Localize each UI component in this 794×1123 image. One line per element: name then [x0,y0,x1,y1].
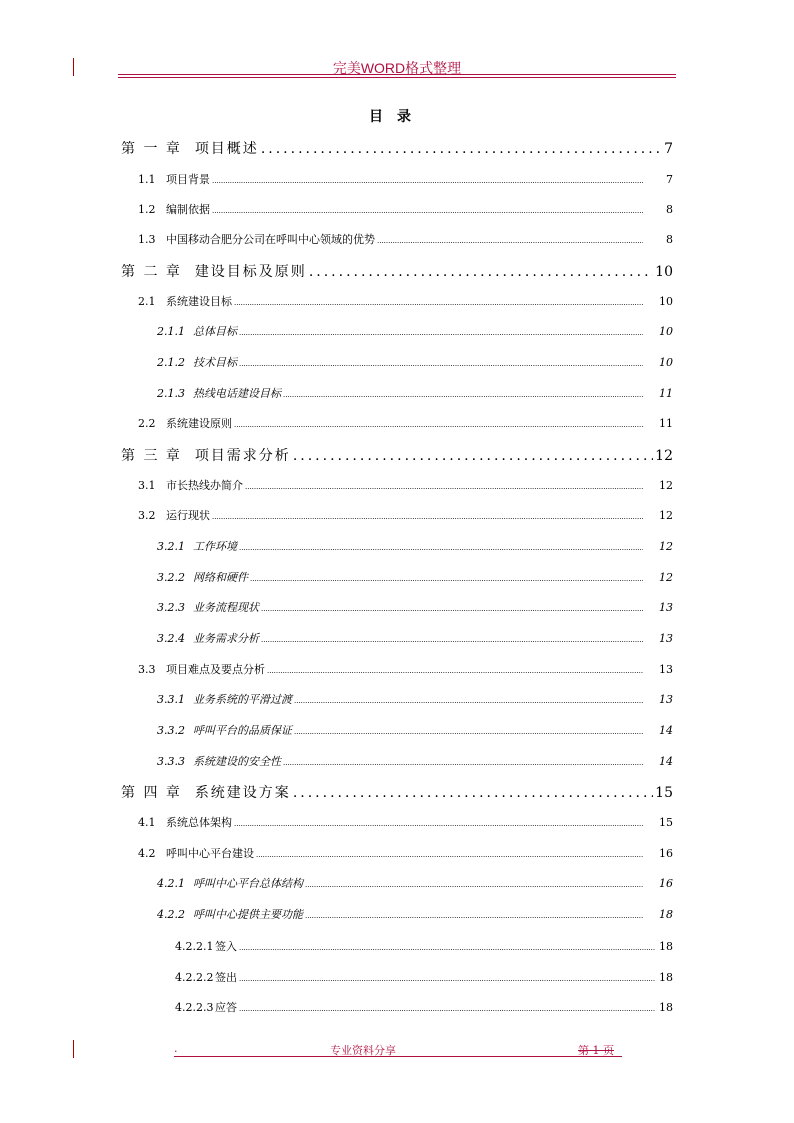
dot-leader [283,391,643,399]
toc-entry-text: 签入 [215,940,237,953]
toc-section-3-1[interactable] [138,477,673,493]
toc-entry-number: 2.1.2 [157,356,185,369]
toc-entry-text: 编制依据 [166,203,210,216]
toc-entry-page: 13 [659,693,673,706]
toc-entry-text: 应答 [215,1001,237,1014]
toc-subsection-3-2-3[interactable] [157,599,673,615]
page-header-title: 完美WORD格式整理 [332,60,462,76]
toc-entry-page: 16 [659,877,673,890]
toc-entry-text: 项目概述 [194,141,259,157]
toc-section-1-3[interactable] [138,231,673,247]
dot-leader [239,944,655,952]
dot-leader [212,513,643,521]
toc-entry-number: 3.2.3 [157,601,185,614]
toc-entry-page: 14 [659,724,673,737]
dot-leader [267,667,643,675]
toc-entry-page: 10 [659,356,673,369]
toc-subsection-3-3-2[interactable] [157,722,673,738]
toc-chapter-2[interactable] [121,261,673,281]
dot-leader [305,881,643,889]
toc-entry-text: 系统建设的安全性 [193,755,281,768]
toc-entry-page: 7 [666,173,673,186]
toc-section-1-2[interactable] [138,201,673,217]
dot-leader [283,759,643,767]
toc-subsection-4-2-2[interactable] [157,906,673,922]
dot-leader [239,975,655,983]
toc-entry-page: 8 [666,233,673,246]
toc-entry-text: 呼叫中心平台总体结构 [193,877,303,890]
bottom-corner-mark [73,1040,74,1058]
toc-entry-text: 总体目标 [193,325,237,338]
toc-subsection-2-1-3[interactable] [157,385,673,401]
toc-entry-text: 项目难点及要点分析 [166,663,265,676]
toc-entry-number: 3.3.3 [157,755,185,768]
top-corner-mark [73,58,74,76]
toc-entry-number: 3.1 [138,479,156,492]
toc-entry-page: 18 [659,908,673,921]
toc-entry-text: 建设目标及原则 [194,264,307,280]
toc-entry-page: 15 [655,785,673,801]
toc-entry-number: 第 四 章 [121,785,182,801]
toc-entry-page: 18 [659,1001,673,1014]
toc-entry-text: 运行现状 [166,509,210,522]
toc-entry-page: 18 [659,971,673,984]
toc-entry-text: 系统总体架构 [166,816,232,829]
toc-entry-number: 4.2.2.2 [175,971,214,984]
toc-section-3-3[interactable] [138,661,673,677]
toc-entry-number: 2.1.1 [157,325,185,338]
toc-entry-text: 业务流程现状 [193,601,259,614]
toc-entry-text: 工作环境 [193,540,237,553]
dot-leader [309,264,653,280]
toc-title: 目录 [369,109,425,125]
toc-entry-number: 1.3 [138,233,156,246]
dot-leader [261,636,643,644]
dot-leader [294,728,643,736]
toc-entry-text: 热线电话建设目标 [193,387,281,400]
toc-entry-page: 10 [659,295,673,308]
dot-leader [256,851,643,859]
toc-subsection-2-1-2[interactable] [157,354,673,370]
toc-entry-page: 12 [659,540,673,553]
toc-entry-page: 16 [659,847,673,860]
toc-entry-page: 11 [659,387,673,400]
toc-entry-page: 13 [659,663,673,676]
toc-entry-page: 12 [659,571,673,584]
dot-leader [234,299,643,307]
footer-rule [174,1056,622,1057]
toc-entry-text: 呼叫中心提供主要功能 [193,908,303,921]
footer-page-number: 第 1 页 [578,1044,614,1057]
dot-leader [239,544,643,552]
toc-subsection-4-2-1[interactable] [157,875,673,891]
toc-entry-page: 12 [659,479,673,492]
toc-entry-number: 第 一 章 [121,141,182,157]
toc-entry-text: 网络和硬件 [193,571,248,584]
toc-entry-text: 项目背景 [166,173,210,186]
toc-entry-number: 第 三 章 [121,448,182,464]
toc-entry-number: 第 二 章 [121,264,182,280]
dot-leader [261,605,643,613]
toc-entry-page: 12 [655,448,673,464]
toc-subsection-2-1-1[interactable] [157,323,673,339]
footer-dot: . [174,1042,178,1055]
toc-entry-page: 13 [659,632,673,645]
dot-leader [245,483,643,491]
toc-entry-text: 业务系统的平滑过渡 [193,693,292,706]
toc-entry-page: 12 [659,509,673,522]
dot-leader [239,329,643,337]
toc-entry-number: 4.2 [138,847,156,860]
toc-section-3-2[interactable] [138,507,673,523]
toc-chapter-4[interactable] [121,782,673,802]
toc-entry-number: 1.1 [138,173,156,186]
toc-entry-number: 4.2.2.1 [175,940,214,953]
toc-entry-text: 呼叫中心平台建设 [166,847,254,860]
toc-subsection-3-3-3[interactable] [157,753,673,769]
toc-section-4-2[interactable] [138,845,673,861]
dot-leader [239,360,643,368]
header-rule [118,74,676,75]
toc-entry-text: 系统建设原则 [166,417,232,430]
dot-leader [293,448,653,464]
toc-entry-number: 3.2.4 [157,632,185,645]
footer-text: 专业资料分享 [330,1044,396,1057]
toc-entry-page: 7 [664,141,673,157]
toc-entry-text: 系统建设方案 [194,785,291,801]
dot-leader [239,1005,655,1013]
toc-item-4-2-2-2[interactable] [175,969,673,985]
toc-entry-number: 4.2.1 [157,877,185,890]
header-rule-double [118,77,676,78]
toc-section-1-1[interactable] [138,171,673,187]
toc-entry-text: 签出 [215,971,237,984]
toc-entry-text: 呼叫平台的品质保证 [193,724,292,737]
toc-section-2-2[interactable] [138,415,673,431]
toc-entry-number: 3.3.1 [157,693,185,706]
toc-subsection-3-2-4[interactable] [157,630,673,646]
toc-subsection-3-2-2[interactable] [157,569,673,585]
dot-leader [250,575,643,583]
toc-chapter-1[interactable] [121,138,673,158]
dot-leader [234,820,643,828]
toc-entry-text: 业务需求分析 [193,632,259,645]
dot-leader [293,785,653,801]
toc-item-4-2-2-3[interactable] [175,999,673,1015]
toc-entry-number: 2.1.3 [157,387,185,400]
toc-entry-number: 2.1 [138,295,156,308]
toc-entry-number: 4.2.2 [157,908,185,921]
toc-entry-page: 8 [666,203,673,216]
dot-leader [377,237,643,245]
toc-entry-text: 中国移动合肥分公司在呼叫中心领域的优势 [166,233,375,246]
toc-entry-text: 市长热线办简介 [166,479,243,492]
dot-leader [261,141,662,157]
toc-entry-number: 3.2 [138,509,156,522]
toc-entry-number: 3.3.2 [157,724,185,737]
toc-entry-page: 10 [655,264,673,280]
toc-item-4-2-2-1[interactable] [175,938,673,954]
toc-entry-page: 14 [659,755,673,768]
dot-leader [212,207,643,215]
toc-chapter-3[interactable] [121,445,673,465]
dot-leader [234,421,643,429]
toc-entry-page: 18 [659,940,673,953]
toc-entry-text: 项目需求分析 [194,448,291,464]
toc-entry-page: 15 [659,816,673,829]
toc-entry-number: 4.1 [138,816,156,829]
toc-entry-page: 11 [659,417,673,430]
toc-section-4-1[interactable] [138,814,673,830]
toc-entry-page: 13 [659,601,673,614]
toc-subsection-3-2-1[interactable] [157,538,673,554]
toc-entry-number: 4.2.2.3 [175,1001,214,1014]
toc-entry-number: 3.2.2 [157,571,185,584]
dot-leader [212,177,643,185]
toc-entry-page: 10 [659,325,673,338]
toc-entry-number: 3.3 [138,663,156,676]
toc-entry-text: 技术目标 [193,356,237,369]
toc-subsection-3-3-1[interactable] [157,691,673,707]
dot-leader [305,912,643,920]
toc-entry-text: 系统建设目标 [166,295,232,308]
toc-section-2-1[interactable] [138,293,673,309]
toc-entry-number: 3.2.1 [157,540,185,553]
toc-entry-number: 2.2 [138,417,156,430]
toc-entry-number: 1.2 [138,203,156,216]
dot-leader [294,697,643,705]
